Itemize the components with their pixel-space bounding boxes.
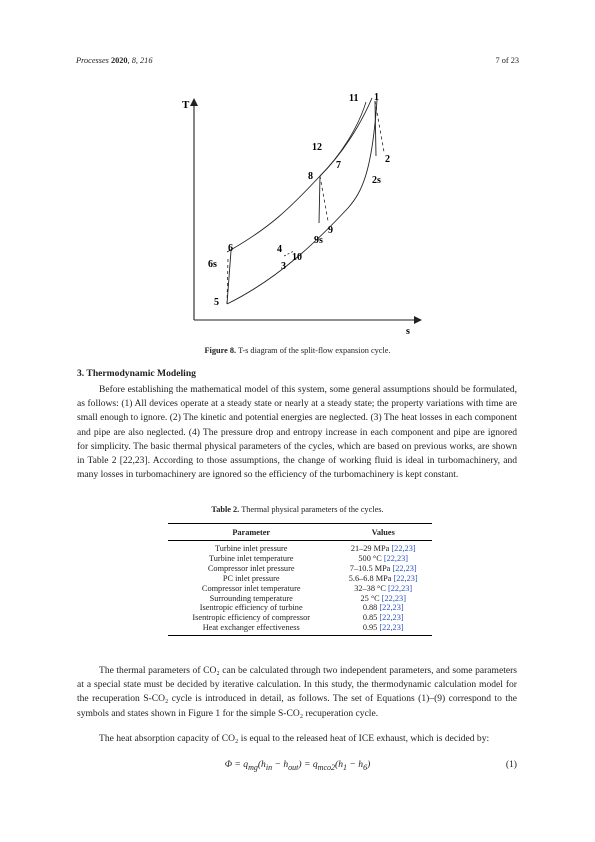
cell-parameter: Compressor inlet temperature <box>201 583 301 593</box>
value-text: 0.95 <box>362 623 380 633</box>
citation-link[interactable]: [22,23] <box>379 613 404 623</box>
cell-parameter: Compressor inlet pressure <box>207 563 295 573</box>
isentropic-expansion-line-1-2s <box>375 101 376 156</box>
value-text: 0.85 <box>362 613 380 623</box>
regenerator-curve <box>320 102 366 176</box>
equation-number: (1) <box>505 759 517 770</box>
cell-value <box>334 584 432 594</box>
isentropic-expansion-line-8-9s <box>319 176 320 223</box>
cell-parameter: Surrounding temperature <box>209 593 293 603</box>
citation-link[interactable]: [22,23] <box>393 573 418 583</box>
equation-text: $\Phi = q_{mg}(h_{in} - h_{out}) = q_{mco2}(h_1 - h_6)$ <box>224 759 371 772</box>
s-axis-label: s <box>406 326 410 337</box>
value-text: 0.88 <box>362 603 380 613</box>
table-row <box>168 623 432 635</box>
point-3-label: 3 <box>281 261 286 272</box>
figure-caption: Figure 8. T-s diagram of the split-flow expansion cycle. <box>204 346 391 355</box>
cell-parameter: Turbine inlet temperature <box>208 553 294 563</box>
t-axis-label: T <box>182 99 190 111</box>
citation-link[interactable]: [22,23] <box>379 603 404 613</box>
table-row <box>168 584 432 594</box>
cell-value <box>334 554 432 564</box>
table-row <box>168 554 432 564</box>
paragraph-heat-absorption: The heat absorption capacity of CO₂ is equal to the released heat of ICE exhaust, which is decided by: <box>99 733 490 744</box>
point-5-label: 5 <box>214 297 219 308</box>
point-7-label: 7 <box>336 160 341 171</box>
point-9-label: 9 <box>328 225 333 236</box>
cell-value <box>334 603 432 613</box>
value-text: 500 °C <box>358 553 384 563</box>
point-1-label: 1 <box>374 92 379 103</box>
expansion-line-1-2 <box>375 101 384 152</box>
table-row <box>168 603 432 613</box>
point-2-label: 2 <box>385 154 390 165</box>
point-4-label: 4 <box>277 244 282 255</box>
ts-diagram <box>170 88 440 338</box>
cell-value <box>334 623 432 635</box>
parameters-table <box>168 523 432 636</box>
value-text: 7–10.5 MPa <box>349 563 393 573</box>
cell-value <box>334 594 432 604</box>
point-6s-label: 6s <box>208 259 217 270</box>
cell-parameter: Isentropic efficiency of turbine <box>199 603 303 613</box>
citation-link[interactable]: [22,23] <box>383 553 409 563</box>
page-number: 7 of 23 <box>495 56 519 65</box>
point-2s-label: 2s <box>372 175 381 186</box>
point-6-label: 6 <box>228 243 233 254</box>
cell-parameter: Isentropic efficiency of compressor <box>192 613 310 623</box>
table-row <box>168 564 432 574</box>
citation-link[interactable]: [22,23] <box>387 583 413 593</box>
cell-parameter: Heat exchanger effectiveness <box>168 623 334 635</box>
cell-parameter: PC inlet pressure <box>222 573 280 583</box>
expansion-line-8-9 <box>320 176 328 221</box>
value-text: 32–38 °C <box>354 583 388 593</box>
point-10-label: 10 <box>292 252 302 263</box>
table-row <box>168 613 432 623</box>
point-9s-label: 9s <box>314 235 323 246</box>
point-12-label: 12 <box>312 142 322 153</box>
high-pressure-curve <box>227 98 372 252</box>
running-header <box>76 56 519 68</box>
citation-link[interactable]: [22,23] <box>381 593 406 603</box>
low-pressure-curve <box>227 100 377 304</box>
column-header-parameter: Parameter <box>168 524 334 541</box>
table-row <box>168 541 432 554</box>
table-caption: Table 2. Thermal physical parameters of the cycles. <box>211 505 384 514</box>
point-8-label: 8 <box>308 171 313 182</box>
cell-parameter: Turbine inlet pressure <box>214 544 288 553</box>
section-heading: 3. Thermodynamic Modeling <box>77 368 196 379</box>
citation-link[interactable]: [22,23] <box>391 544 416 553</box>
cell-value <box>334 564 432 574</box>
citation-link[interactable]: [22,23] <box>379 623 404 633</box>
cell-value <box>334 613 432 623</box>
value-text: 21–29 MPa <box>350 544 392 553</box>
citation-link[interactable]: [22,23] <box>392 563 417 573</box>
column-header-values: Values <box>334 524 432 541</box>
cell-value <box>334 541 432 554</box>
table-row <box>168 574 432 584</box>
journal-citation: Processes 2020, 8, 216 <box>76 56 153 65</box>
value-text: 25 °C <box>360 593 382 603</box>
value-text: 5.6–6.8 MPa <box>348 573 394 583</box>
paragraph-assumptions: Before establishing the mathematical model of this system, some general assumptions should be formulated, as follows: (1) All devices operate at a steady state or nearly at a steady state; the property variations with time are small enough to ignore. (2) The kinetic and potential energies are neglected. (3) The heat losses in each component and pipe are also neglected. (4) The pressure drop and entropy increase in each component and pipe are ignored for simplicity. The basic thermal physical parameters of the cycles, which are based on previous works, are shown in Table 2 [22,23]. According to those assumptions, the change of working fluid is ideal in turbomachinery, and many losses in turbomachinery are ignored so the efficiency of the turbomachinery is kept constant. <box>77 384 517 481</box>
paragraph-thermal-parameters: The thermal parameters of CO₂ can be calculated through two independent parameters, and some parameters at a special state must be decided by iterative calculation. In this study, the thermodynamic calculation model for the recuperation S-CO₂ cycle is introduced in detail, as follows. The set of Equations (1)–(9) correspond to the symbols and states shown in Figure 1 for the simple S-CO₂ recuperation cycle. <box>77 665 517 719</box>
cell-value <box>334 574 432 584</box>
point-11-label: 11 <box>349 93 359 104</box>
table-row <box>168 594 432 604</box>
